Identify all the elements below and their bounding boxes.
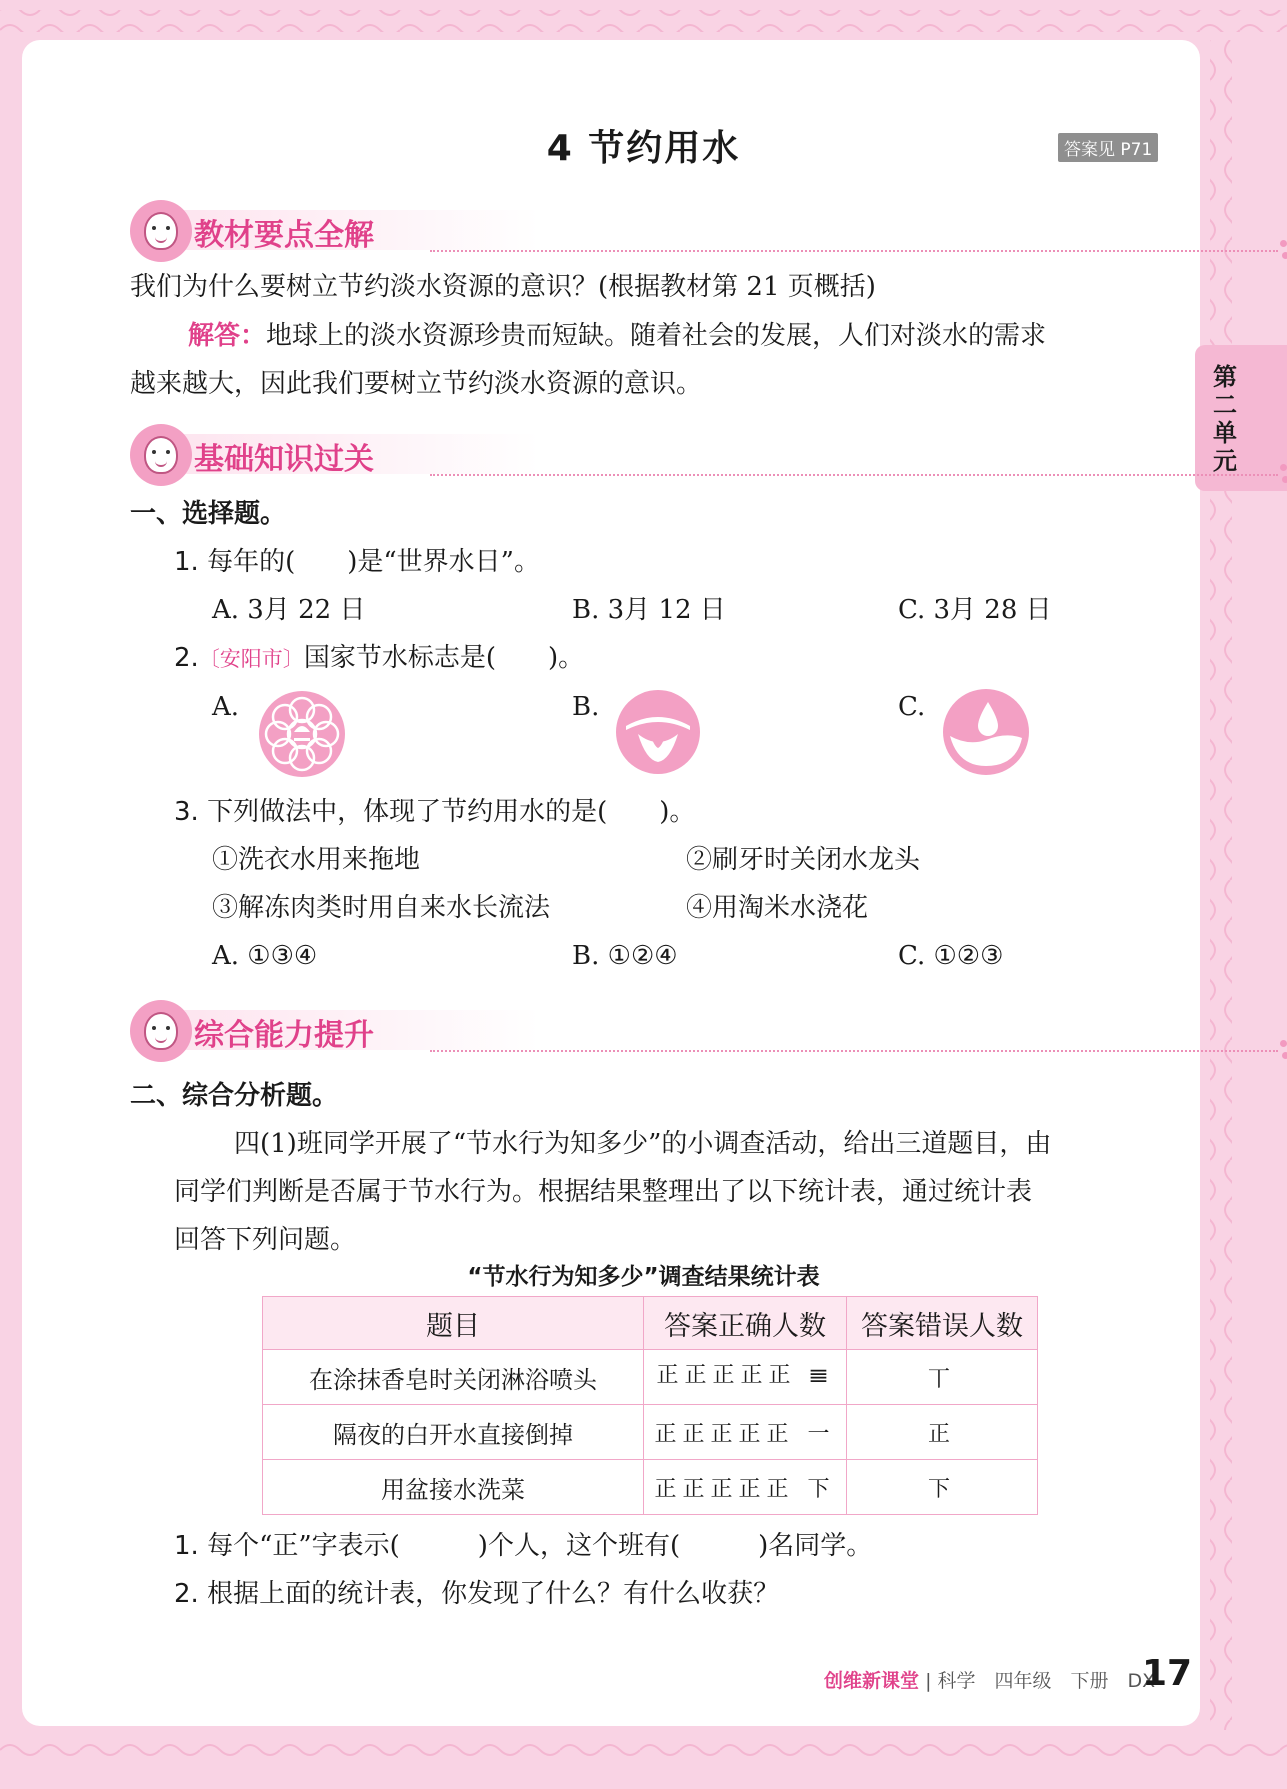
section-divider	[430, 1050, 1278, 1052]
section-divider	[430, 474, 1278, 476]
region-tag: 〔安阳市〕	[198, 647, 304, 671]
dots-icon	[1280, 464, 1287, 486]
flower-logo-icon	[258, 690, 346, 778]
footer-details: | 科学 四年级 下册 DX	[925, 1670, 1156, 1692]
q2-option-c: C.	[898, 692, 926, 722]
table-header-cell: 答案正确人数	[644, 1297, 847, 1350]
section-title: 基础知识过关	[194, 442, 374, 477]
footer-info	[824, 1666, 1155, 1693]
question-text: 每年的( )是“世界水日”。	[207, 547, 540, 577]
key-point-question: 我们为什么要树立节约淡水资源的意识？(根据教材第 21 页概括)	[130, 272, 876, 302]
table-row	[263, 1350, 1038, 1405]
table-cell: 丅	[847, 1350, 1038, 1405]
table-row	[263, 1405, 1038, 1460]
question-number: 1.	[174, 547, 199, 577]
question-number: 2.	[174, 1579, 199, 1609]
question-number: 2.	[174, 643, 199, 673]
table-cell: 在涂抹香皂时关闭淋浴喷头	[263, 1350, 644, 1405]
q3-option-a: A. ①③④	[212, 941, 318, 971]
q1-option-a: A. 3月 22 日	[212, 595, 366, 625]
table-cell: 用盆接水洗菜	[263, 1460, 644, 1515]
table-cell: 正正正正正 一	[644, 1405, 847, 1460]
question-text: 下列做法中，体现了节约用水的是( )。	[207, 797, 696, 827]
part2-intro-line1: 四(1)班同学开展了“节水行为知多少”的小调查活动，给出三道题目，由	[234, 1129, 1052, 1159]
question-1	[174, 538, 540, 586]
question-number: 1.	[174, 1531, 199, 1561]
part2-question-2	[174, 1570, 779, 1618]
table-header-cell: 答案错误人数	[847, 1297, 1038, 1350]
section-title: 教材要点全解	[194, 218, 374, 253]
water-saving-logo-icon	[616, 690, 700, 774]
section-title: 综合能力提升	[194, 1018, 374, 1053]
q3-item-1: ①洗衣水用来拖地	[212, 845, 421, 875]
q1-option-b: B. 3月 12 日	[572, 595, 726, 625]
answer-reference-badge: 答案见 P71	[1058, 133, 1158, 162]
question-3	[174, 788, 695, 836]
water-drop-logo-icon	[942, 688, 1030, 776]
question-text: 国家节水标志是( )。	[303, 643, 585, 673]
answer-text: 地球上的淡水资源珍贵而短缺。随着社会的发展，人们对淡水的需求	[266, 321, 1047, 351]
table-cell: 正正正正正 下	[644, 1460, 847, 1515]
q3-item-2: ②刷牙时关闭水龙头	[686, 845, 921, 875]
q1-option-c: C. 3月 28 日	[898, 595, 1052, 625]
answer-label: 解答：	[188, 321, 267, 351]
q3-option-c: C. ①②③	[898, 941, 1004, 971]
mascot-icon	[130, 424, 192, 486]
mascot-icon	[130, 200, 192, 262]
key-point-answer-line2: 越来越大，因此我们要树立节约淡水资源的意识。	[130, 369, 703, 399]
dots-icon	[1280, 240, 1287, 262]
part2-question-1	[174, 1522, 872, 1570]
survey-table	[262, 1296, 1038, 1515]
unit-side-tab-label: 第二单元	[1213, 363, 1237, 475]
q2-option-a: A.	[212, 692, 240, 722]
q3-item-4: ④用淘米水浇花	[686, 893, 869, 923]
table-header-row	[263, 1297, 1038, 1350]
part2-intro-line2: 同学们判断是否属于节水行为。根据结果整理出了以下统计表，通过统计表	[174, 1177, 1033, 1207]
table-cell: 正正正正正 𝍣	[644, 1350, 847, 1405]
table-caption: “节水行为知多少”调查结果统计表	[467, 1264, 820, 1290]
q3-item-3: ③解冻肉类时用自来水长流法	[212, 893, 551, 923]
key-point-answer-line1	[188, 312, 1046, 360]
q3-option-b: B. ①②④	[572, 941, 678, 971]
part2-intro-line3: 回答下列问题。	[174, 1225, 357, 1255]
table-header-cell: 题目	[263, 1297, 644, 1350]
mascot-icon	[130, 1000, 192, 1062]
part1-heading: 一、选择题。	[130, 499, 287, 529]
dots-icon	[1280, 1040, 1287, 1062]
page-number: 17	[1142, 1653, 1193, 1694]
question-text: 根据上面的统计表，你发现了什么？有什么收获？	[207, 1579, 780, 1609]
lesson-title: 4 节约用水	[546, 128, 741, 169]
question-text: 每个“正”字表示( )个人，这个班有( )名同学。	[207, 1531, 873, 1561]
part2-heading: 二、综合分析题。	[130, 1081, 339, 1111]
question-2	[174, 634, 584, 683]
section-divider	[430, 250, 1278, 252]
table-row	[263, 1460, 1038, 1515]
section-header-key-points	[130, 200, 1287, 264]
footer-brand: 创维新课堂	[824, 1670, 920, 1692]
table-cell: 隔夜的白开水直接倒掉	[263, 1405, 644, 1460]
section-header-basics	[130, 424, 1287, 488]
q2-option-b: B.	[572, 692, 600, 722]
section-header-advanced	[130, 1000, 1287, 1064]
table-cell: 下	[847, 1460, 1038, 1515]
question-number: 3.	[174, 797, 199, 827]
table-cell: 正	[847, 1405, 1038, 1460]
